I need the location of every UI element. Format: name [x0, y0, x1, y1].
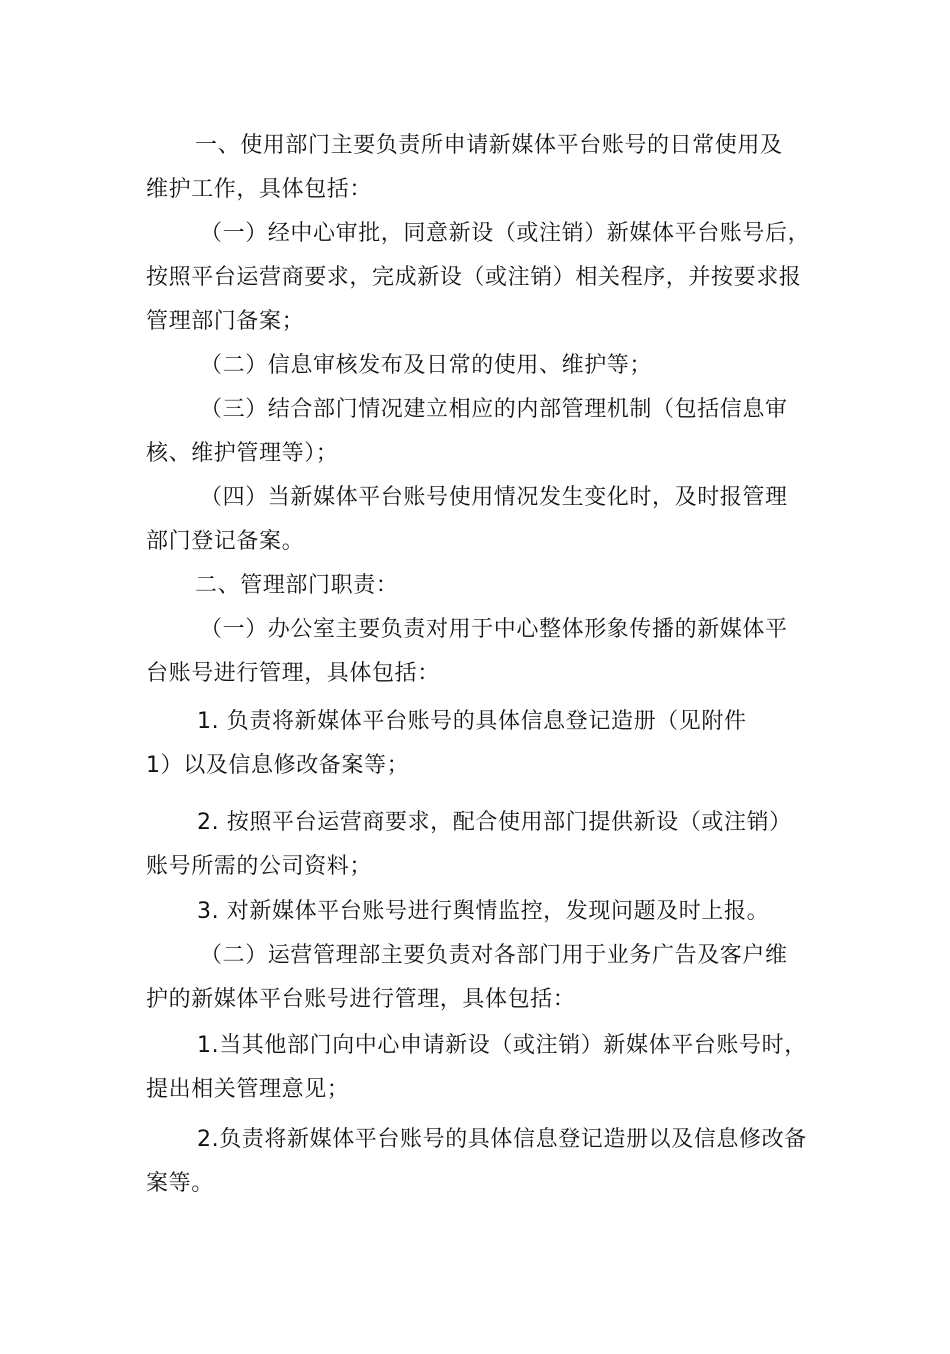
item-4-line-2: 提出相关管理意见；	[146, 1077, 350, 1102]
item-1-line-2: 1）以及信息修改备案等；	[146, 753, 410, 778]
paragraph-3-line-1: （二）信息审核发布及日常的使用、维护等；	[200, 353, 653, 378]
paragraph-2-line-3: 管理部门备案；	[146, 309, 305, 334]
item-4-line-1: 1.当其他部门向中心申请新设（或注销）新媒体平台账号时，	[197, 1033, 807, 1058]
paragraph-2-line-2: 按照平台运营商要求，完成新设（或注销）相关程序，并按要求报	[146, 265, 802, 290]
paragraph-7-line-2: 护的新媒体平台账号进行管理，具体包括：	[146, 987, 576, 1012]
paragraph-5-line-1: （四）当新媒体平台账号使用情况发生变化时，及时报管理	[200, 485, 788, 510]
item-3-line-1: 3. 对新媒体平台账号进行舆情监控，发现问题及时上报。	[197, 899, 770, 924]
item-5-line-1: 2.负责将新媒体平台账号的具体信息登记造册以及信息修改备	[197, 1127, 807, 1152]
paragraph-4-line-2: 核、维护管理等）；	[146, 441, 339, 466]
item-2-line-2: 账号所需的公司资料；	[146, 854, 373, 879]
paragraph-4-line-1: （三）结合部门情况建立相应的内部管理机制（包括信息审	[200, 397, 788, 422]
item-1-line-1: 1. 负责将新媒体平台账号的具体信息登记造册（见附件	[197, 709, 747, 734]
paragraph-1-line-1: 一、使用部门主要负责所申请新媒体平台账号的日常使用及	[195, 133, 783, 158]
item-2-line-1: 2. 按照平台运营商要求，配合使用部门提供新设（或注销）	[197, 810, 792, 835]
section-2-heading: 二、管理部门职责：	[195, 573, 399, 598]
paragraph-6-line-2: 台账号进行管理，具体包括：	[146, 661, 440, 686]
paragraph-7-line-1: （二）运营管理部主要负责对各部门用于业务广告及客户维	[200, 943, 788, 968]
paragraph-5-line-2: 部门登记备案。	[146, 529, 305, 554]
paragraph-6-line-1: （一）办公室主要负责对用于中心整体形象传播的新媒体平	[200, 617, 788, 642]
paragraph-2-line-1: （一）经中心审批，同意新设（或注销）新媒体平台账号后，	[200, 221, 811, 246]
paragraph-1-line-2: 维护工作，具体包括：	[146, 177, 373, 202]
item-5-line-2: 案等。	[146, 1171, 214, 1196]
